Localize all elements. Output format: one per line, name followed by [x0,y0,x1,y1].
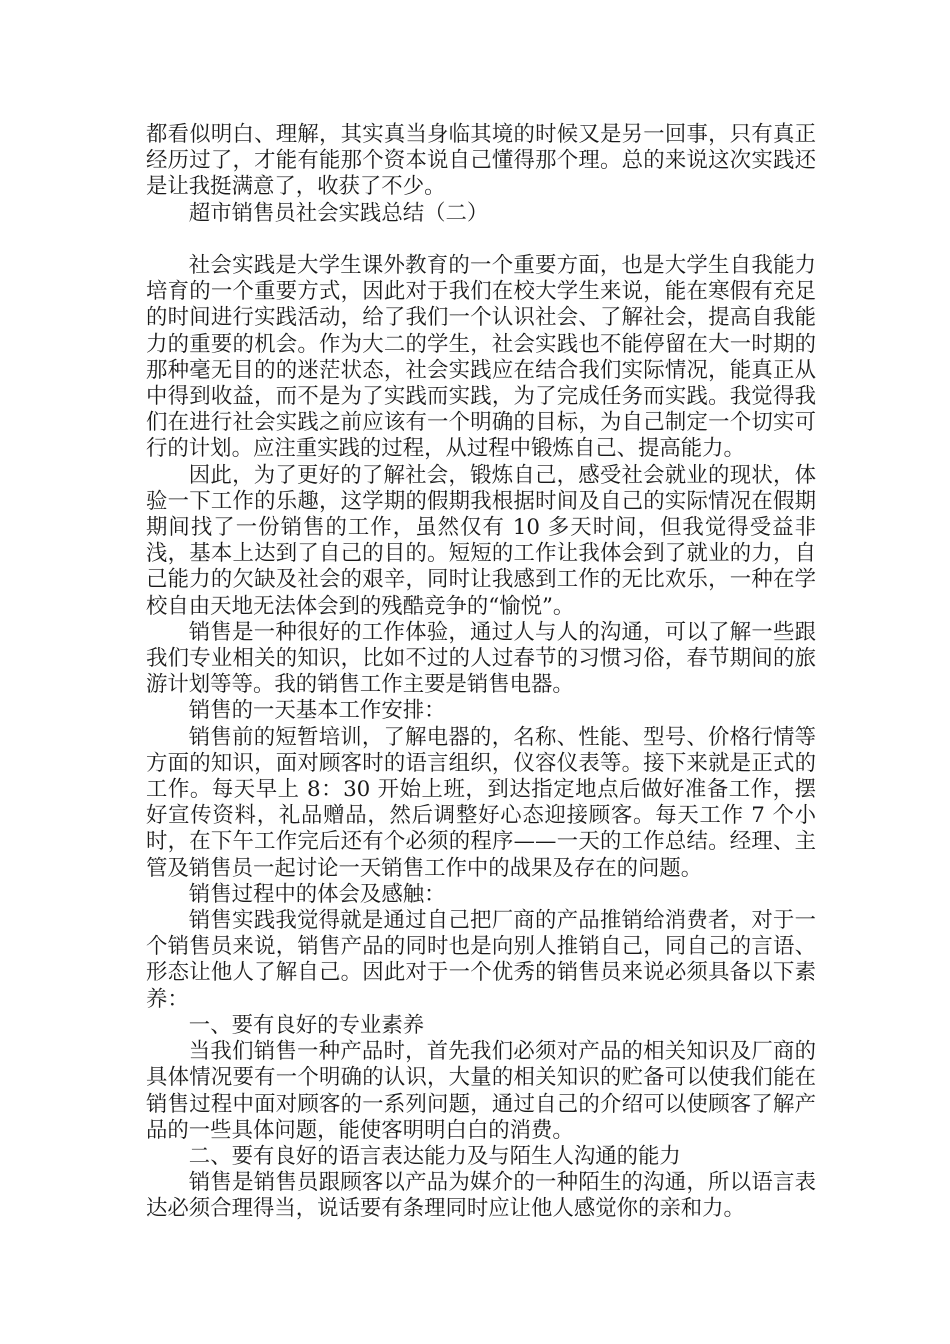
paragraph-continuation: 都看似明白、理解，其实真当身临其境的时候又是另一回事，只有真正经历过了，才能有能那个资本说自己懂得那个理。总的来说这次实践还是让我挺满意了，收获了不少。 [146,122,816,200]
paragraph: 销售前的短暂培训，了解电器的，名称、性能、型号、价格行情等方面的知识，面对顾客时的语言组织，仪容仪表等。接下来就是正式的工作。每天早上 8：30 开始上班，到达指定地点后做好准备工作，摆好宣传资料，礼品赠品，然后调整好心态迎接顾客。每天工作 7 个小时，在下午工作完后还有个必须的程序——一天的工作总结。经理、主管及销售员一起讨论一天销售工作中的战果及存在的问题。 [146,724,816,881]
section-title: 超市销售员社会实践总结（二） [188,200,489,226]
subheading: 一、要有良好的专业素养 [188,1012,425,1038]
subheading: 二、要有良好的语言表达能力及与陌生人沟通的能力 [188,1143,681,1169]
paragraph: 销售实践我觉得就是通过自己把厂商的产品推销给消费者，对于一个销售员来说，销售产品的同时也是向别人推销自己，同自己的言语、形态让他人了解自己。因此对于一个优秀的销售员来说必须具备以下素养： [146,908,816,1012]
paragraph: 社会实践是大学生课外教育的一个重要方面，也是大学生自我能力培育的一个重要方式，因此对于我们在校大学生来说，能在寒假有充足的时间进行实践活动，给了我们一个认识社会、了解社会，提高自我能力的重要的机会。作为大二的学生，社会实践也不能停留在大一时期的那种毫无目的的迷茫状态，社会实践应在结合我们实际情况，能真正从中得到收益，而不是为了实践而实践，为了完成任务而实践。我觉得我们在进行社会实践之前应该有一个明确的目标，为自己制定一个切实可行的计划。应注重实践的过程，从过程中锻炼自己、提高能力。 [146,253,816,462]
paragraph: 销售是一种很好的工作体验，通过人与人的沟通，可以了解一些跟我们专业相关的知识，比如不过的人过春节的习惯习俗，春节期间的旅游计划等等。我的销售工作主要是销售电器。 [146,619,816,698]
subheading: 销售的一天基本工作安排： [188,698,446,724]
subheading: 销售过程中的体会及感触： [188,881,446,907]
paragraph: 因此，为了更好的了解社会，锻炼自己，感受社会就业的现状，体验一下工作的乐趣，这学期的假期我根据时间及自己的实际情况在假期期间找了一份销售的工作，虽然仅有 10 多天时间，但我觉得受益非浅，基本上达到了自己的目的。短短的工作让我体会到了就业的力，自己能力的欠缺及社会的艰辛，同时让我感到工作的无比欢乐，一种在学校自由天地无法体会到的残酷竞争的“愉悦”。 [146,462,816,619]
paragraph: 销售是销售员跟顾客以产品为媒介的一种陌生的沟通，所以语言表达必须合理得当，说话要有条理同时应让他人感觉你的亲和力。 [146,1170,816,1222]
document-page [146,122,816,1223]
blank-line [146,227,816,253]
paragraph: 当我们销售一种产品时，首先我们必须对产品的相关知识及厂商的具体情况要有一个明确的认识，大量的相关知识的贮备可以使我们能在销售过程中面对顾客的一系列问题，通过自己的介绍可以使顾客了解产品的一些具体问题，能使客明明白白的消费。 [146,1039,816,1143]
